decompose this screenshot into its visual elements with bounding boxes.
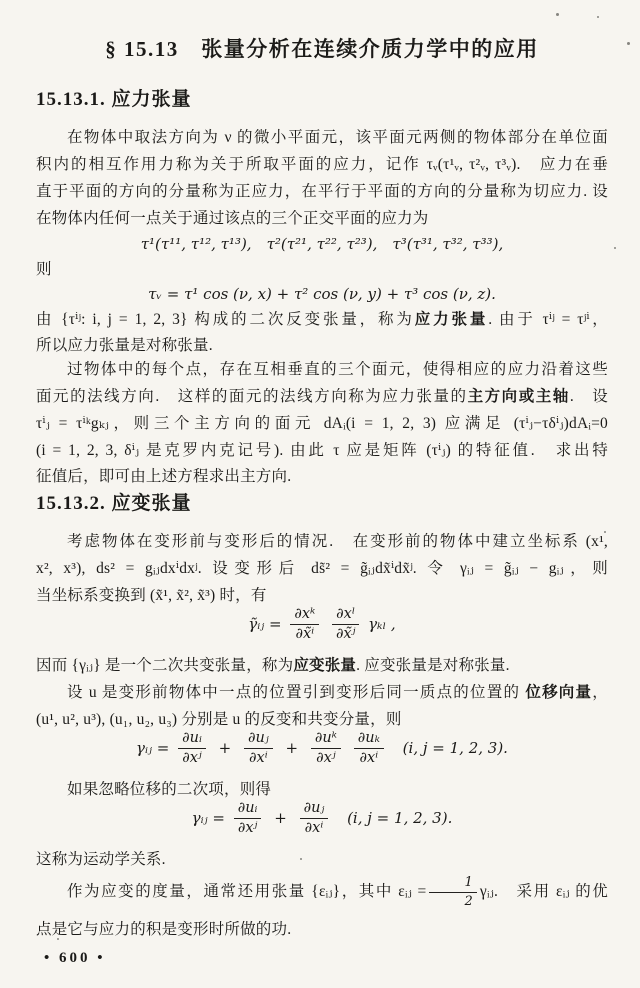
paragraph-line: τⁱⱼ = τⁱᵏgₖⱼ，则三个主方向的面元 dAᵢ(i = 1, 2, 3) 应满足 (τⁱⱼ−τδⁱⱼ)dAᵢ=0 <box>36 415 608 432</box>
paragraph-line: 积内的相互作用力称为关于所取平面的应力，记作 τᵥ(τ¹ᵥ, τ²ᵥ, τ³ᵥ). 应力在垂 <box>36 156 608 173</box>
paragraph-line: (i = 1, 2, 3, δⁱⱼ 是克罗内克记号). 由此 τ 应是矩阵 (τⁱⱼ) 的特征值. 求出特 <box>36 442 608 459</box>
plus-operator: + <box>285 738 299 757</box>
fraction-denominator: ∂xʲ <box>316 750 336 767</box>
scan-speck <box>300 858 302 860</box>
scan-speck <box>604 531 606 533</box>
fraction-denominator: ∂x̃ʲ <box>335 626 356 643</box>
fraction-numerator: ∂xᵏ <box>290 606 319 625</box>
text-segment: ， <box>592 684 608 701</box>
bold-term-strain-tensor: 应变张量 <box>293 657 357 674</box>
formula-index-range: (i, j = 1, 2, 3). <box>402 738 508 757</box>
text-segment: 作为应变的度量，通常还用张量 {εᵢⱼ}，其中 εᵢⱼ = <box>67 883 427 900</box>
scan-speck <box>57 938 59 940</box>
paragraph-line: 在物体内任何一点关于通过该点的三个正交平面的应力为 <box>36 210 429 227</box>
paragraph-line <box>36 306 608 333</box>
text-segment: . 应变张量是对称张量. <box>356 657 510 674</box>
fraction-numerator: ∂uᵏ <box>311 730 341 749</box>
fraction-denominator: ∂xⁱ <box>304 820 324 837</box>
paragraph-line: 直于平面的方向的分量称为正应力，在平行于平面的方向的分量称为切应力. 设 <box>36 183 608 200</box>
scan-speck <box>614 247 616 249</box>
connector-word-then: 则 <box>36 261 52 278</box>
fraction-denominator: ∂x̃ⁱ <box>295 626 315 643</box>
paragraph-line: x², x³), ds² = gᵢⱼdxⁱdxʲ. 设变形后 ds̃² = g̃ᵢⱼdx̃ⁱdx̃ʲ. 令 γᵢⱼ = g̃ᵢⱼ − gᵢⱼ，则 <box>36 560 608 577</box>
fraction <box>332 606 359 644</box>
paragraph-line: 过物体中的每个点，存在互相垂直的三个面元，使得相应的应力沿着这些 <box>67 361 608 378</box>
formula-lhs: γᵢⱼ = <box>136 738 170 757</box>
formula-lhs: γ̃ᵢⱼ = <box>248 614 282 633</box>
fraction-numerator: ∂uⱼ <box>244 730 273 749</box>
page-number: • 600 • <box>44 950 106 966</box>
bold-term-stress-tensor: 应力张量 <box>414 311 489 328</box>
paragraph-line: (u¹, u², u³), (u₁, u₂, u₃) 分别是 u 的反变和共变分量，则 <box>36 711 402 728</box>
scan-speck <box>627 42 630 45</box>
paragraph-line: 当坐标系变换到 (x̃¹, x̃², x̃³) 时，有 <box>36 587 267 604</box>
text-segment: . 由于 τⁱʲ = τʲⁱ， <box>488 311 608 328</box>
paragraph-line: 这称为运动学关系. <box>36 851 166 868</box>
text-segment: 由 {τⁱʲ: i, j = 1, 2, 3} 构成的二次反变张量，称为 <box>36 311 415 328</box>
text-segment: 设 u 是变形前物体中一点的位置引到变形后同一质点的位置的 <box>67 684 526 701</box>
paragraph-line: 考虑物体在变形前与变形后的情况. 在变形前的物体中建立坐标系 (x¹, <box>67 533 608 550</box>
formula-strain-transformation <box>36 606 608 644</box>
paragraph-line <box>36 679 608 706</box>
fraction-one-half <box>429 875 476 909</box>
fraction-denominator: 2 <box>464 893 473 909</box>
scan-speck <box>597 16 599 18</box>
fraction-denominator: ∂xʲ <box>237 820 258 837</box>
formula-rhs: γₖₗ , <box>368 614 396 633</box>
fraction <box>178 730 206 768</box>
bold-term-displacement-vector: 位移向量 <box>525 684 593 701</box>
plus-operator: + <box>274 808 287 827</box>
fraction <box>234 800 262 838</box>
fraction-numerator: ∂uₖ <box>354 730 384 749</box>
fraction <box>244 730 273 768</box>
text-segment: γᵢⱼ. 采用 εᵢⱼ 的优 <box>479 883 609 900</box>
paragraph-line: 在物体中取法方向为 ν 的微小平面元，该平面元两侧的物体部分在单位面 <box>67 129 608 146</box>
formula-strain-linearized <box>36 800 608 838</box>
formula-lhs: γᵢⱼ = <box>191 808 225 827</box>
fraction-denominator: ∂xⁱ <box>359 750 379 767</box>
section-1-heading: 15.13.1. 应力张量 <box>36 89 192 110</box>
formula-stress-components: τ¹(τ¹¹, τ¹², τ¹³), τ²(τ²¹, τ²², τ²³), τ³(τ³¹, τ³², τ³³), <box>140 235 504 253</box>
text-segment: . 设 <box>569 388 609 405</box>
paragraph-line: 所以应力张量是对称张量. <box>36 337 213 354</box>
fraction-denominator: ∂xʲ <box>182 750 202 767</box>
fraction <box>354 730 384 768</box>
fraction-numerator: ∂uᵢ <box>178 730 206 749</box>
fraction-numerator: ∂uⱼ <box>300 800 329 819</box>
paragraph-line: 点是它与应力的积是变形时所做的功. <box>36 921 292 938</box>
fraction <box>311 730 341 768</box>
paragraph-line <box>36 383 608 410</box>
text-segment: 因而 {γᵢⱼ} 是一个二次共变张量，称为 <box>36 657 294 674</box>
paragraph-line: 如果忽略位移的二次项，则得 <box>67 781 272 798</box>
fraction <box>290 606 319 644</box>
formula-index-range: (i, j = 1, 2, 3). <box>347 808 453 827</box>
paragraph-line <box>36 652 608 679</box>
fraction <box>300 800 329 838</box>
text-segment: 面元的法线方向. 这样的面元的法线方向称为应力张量的 <box>36 388 468 405</box>
paragraph-line <box>36 872 608 912</box>
chapter-title: § 15.13 张量分析在连续介质力学中的应用 <box>105 37 539 61</box>
fraction-numerator: ∂xˡ <box>332 606 359 625</box>
plus-operator: + <box>218 738 232 757</box>
fraction-numerator: 1 <box>429 875 476 893</box>
scan-speck <box>556 13 559 16</box>
formula-stress-vector: τᵥ = τ¹ cos (ν, x) + τ² cos (ν, y) + τ³ cos (ν, z). <box>148 285 496 303</box>
formula-strain-full <box>36 730 608 768</box>
paragraph-line: 征值后，即可由上述方程求出主方向. <box>36 468 292 485</box>
section-2-heading: 15.13.2. 应变张量 <box>36 493 192 514</box>
fraction-denominator: ∂xⁱ <box>249 750 268 767</box>
fraction-numerator: ∂uᵢ <box>234 800 262 819</box>
bold-term-principal-axes: 主方向或主轴 <box>467 388 570 405</box>
